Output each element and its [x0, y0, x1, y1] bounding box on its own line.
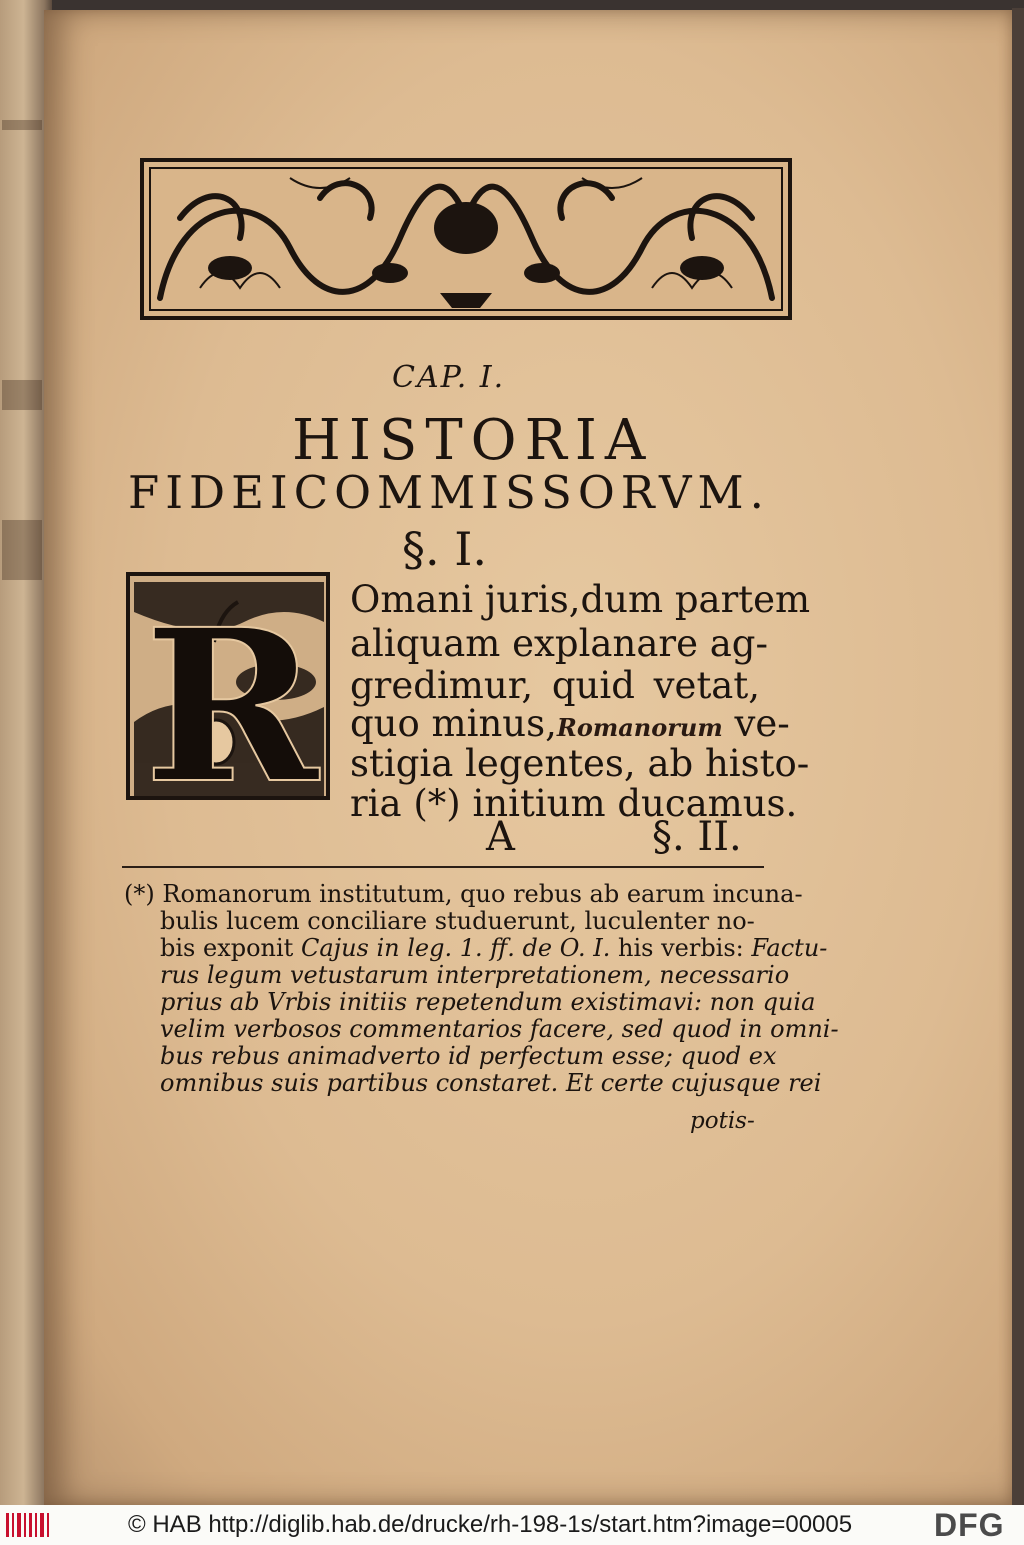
copyright-footer	[0, 1505, 1024, 1545]
footnote-line-8: omnibus suis partibus constaret. Et certe cujusque rei	[160, 1069, 822, 1097]
body-line-6: ria (*) initium ducamus.	[350, 782, 798, 825]
body-line-5: stigia legentes, ab histo-	[350, 742, 810, 785]
footnote-rule	[122, 866, 764, 868]
footnote-catchword: potis-	[690, 1108, 755, 1134]
body-line-4-text: quo minus,	[350, 702, 557, 745]
signature-mark: A	[486, 814, 515, 860]
body-line-4-tail: ve-	[734, 702, 790, 745]
footnote-line-5: prius ab Vrbis initiis repetendum existimavi: non quia	[160, 988, 816, 1016]
footnote-line-3: bis exponit Cajus in leg. 1. ff. de O. I. his verbis: Factu-	[160, 934, 828, 962]
catchword: §. II.	[652, 814, 742, 860]
chapter-title-line-1: HISTORIA	[292, 408, 654, 473]
body-line-1: Omani juris,dum partem	[350, 578, 811, 621]
page-edge-shadow	[1012, 8, 1024, 1505]
chapter-label: CAP. I.	[392, 360, 506, 395]
footnote-line-6: velim verbosos commentarios facere, sed quod in omni-	[160, 1015, 839, 1043]
section-heading: §. I.	[402, 522, 488, 576]
ornamental-headpiece	[140, 158, 792, 320]
dfg-logo: DFG	[934, 1507, 1005, 1543]
decorated-initial	[126, 572, 330, 800]
footnote-line-7: bus rebus animadverto id perfectum esse; quod ex	[160, 1042, 777, 1070]
body-line-2: aliquam explanare ag-	[350, 622, 768, 665]
copyright-link[interactable]: © HAB http://diglib.hab.de/drucke/rh-198-1s/start.htm?image=00005	[128, 1511, 853, 1538]
drop-cap-letter: R	[144, 583, 319, 800]
footnote-marker: (*)	[124, 880, 155, 908]
body-line-3: gredimur, quid vetat,	[350, 664, 760, 707]
hab-logo-icon	[6, 1513, 50, 1537]
chapter-title-line-2: FIDEICOMMISSORVM.	[128, 466, 770, 519]
footnote-line-2: bulis lucem conciliare studuerunt, luculenter no-	[160, 907, 755, 935]
footnote-line-1: (*) Romanorum institutum, quo rebus ab earum incuna-	[124, 880, 803, 908]
body-line-4	[350, 702, 790, 745]
handwritten-annotation: Romanorum	[556, 713, 723, 742]
footnote-line-4: rus legum vetustarum interpretationem, necessario	[160, 961, 790, 989]
